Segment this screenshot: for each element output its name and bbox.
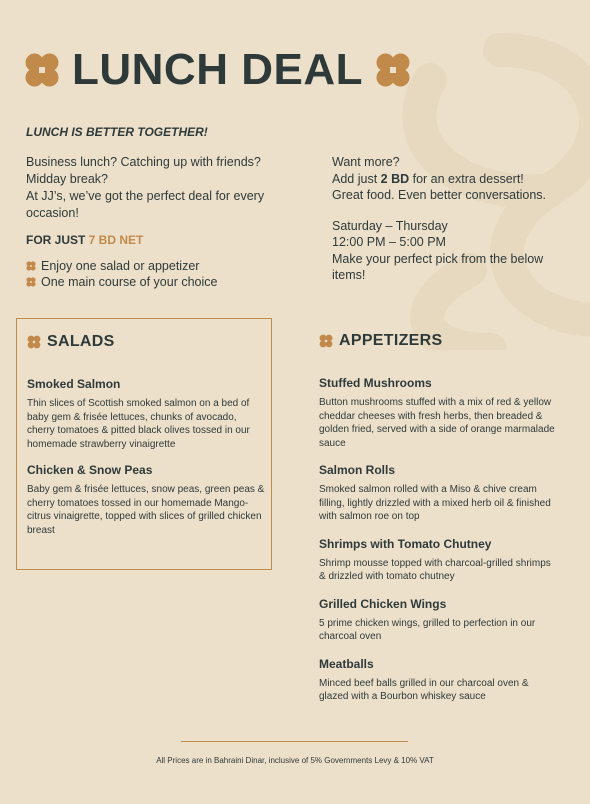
appetizers-heading [319,332,559,350]
conversation-line: Great food. Even better conversations. [332,188,547,202]
pick-line: Make your perfect pick from the below items! [332,251,544,282]
bullet-text: One main course of your choice [41,275,218,289]
item-name: Smoked Salmon [27,377,121,391]
appetizers-section [319,332,559,704]
menu-item [27,463,267,537]
dessert-pre: Add just [332,171,381,186]
menu-item [319,376,559,450]
menu-item [319,537,559,584]
item-name: Chicken & Snow Peas [27,463,153,477]
intro-line: Midday break? [26,172,108,186]
page-title: LUNCH DEAL [72,45,363,94]
intro-line: At JJ’s, we’ve got the perfect deal for every occasion! [26,189,265,220]
bullet-item [26,258,217,274]
clover-icon [375,52,411,88]
dessert-line [332,171,572,188]
clover-bullet-icon [26,277,36,287]
salads-section [16,318,272,570]
item-description: Thin slices of Scottish smoked salmon on a bed of baby gem & frisée lettuces, chunks of avocado, cherry tomatoes & pitted black olives tossed in our homemade strawberry vinaigrette [27,398,250,450]
clover-bullet-icon [26,261,36,271]
item-description: Button mushrooms stuffed with a mix of red & yellow cheddar cheeses with fresh herbs, then breaded & golden fried, served with a side of orange marmalade sauce [319,397,555,449]
dessert-post: for an extra dessert! [409,171,524,186]
item-description: Baby gem & frisée lettuces, snow peas, green peas & cherry tomatoes tossed in our homemade Mango-citrus vinaigrette, topped with slices of grilled chicken breast [27,484,265,536]
item-name: Stuffed Mushrooms [319,376,432,390]
hours-line: 12:00 PM – 5:00 PM [332,235,446,249]
menu-item [319,657,559,704]
want-more-line: Want more? [332,155,400,169]
item-name: Salmon Rolls [319,463,396,477]
clover-icon [27,335,41,349]
bullet-item [26,274,217,290]
appetizers-heading-text: APPETIZERS [339,332,443,349]
extra-info [332,154,572,284]
menu-item [319,597,559,644]
price-prefix: FOR JUST [26,233,89,247]
deal-bullets [26,258,217,290]
price-line [26,233,143,247]
footer-note: All Prices are in Bahraini Dinar, inclusive of 5% Governments Levy & 10% VAT [156,756,434,765]
item-description: 5 prime chicken wings, grilled to perfection in our charcoal oven [319,617,536,642]
footer-divider [181,741,408,742]
item-name: Meatballs [319,656,374,671]
item-description: Shrimp mousse topped with charcoal-grilled shrimps & drizzled with tomato chutney [319,557,551,582]
intro-text [26,154,296,222]
item-description: Minced beef balls grilled in our charcoal oven & glazed with a Bourbon whiskey sauce [319,677,529,702]
dessert-price: 2 BD [380,171,410,186]
menu-item [27,377,267,451]
days-line: Saturday – Thursday [332,218,448,233]
intro-line: Business lunch? Catching up with friends? [26,155,261,169]
salads-heading-text: SALADS [47,333,115,350]
bullet-text: Enjoy one salad or appetizer [41,259,200,273]
item-name: Grilled Chicken Wings [319,596,447,611]
tagline: LUNCH IS BETTER TOGETHER! [26,125,208,139]
clover-icon [24,52,60,88]
salads-heading [27,333,267,351]
clover-icon [319,334,333,348]
item-description: Smoked salmon rolled with a Miso & chive cream filling, lightly drizzled with a mixed herb oil & finished with salmon roe on top [319,484,551,522]
menu-item [319,463,559,524]
item-name: Shrimps with Tomato Chutney [319,536,492,551]
title-row [24,46,411,94]
price-amount: 7 BD NET [88,233,144,247]
